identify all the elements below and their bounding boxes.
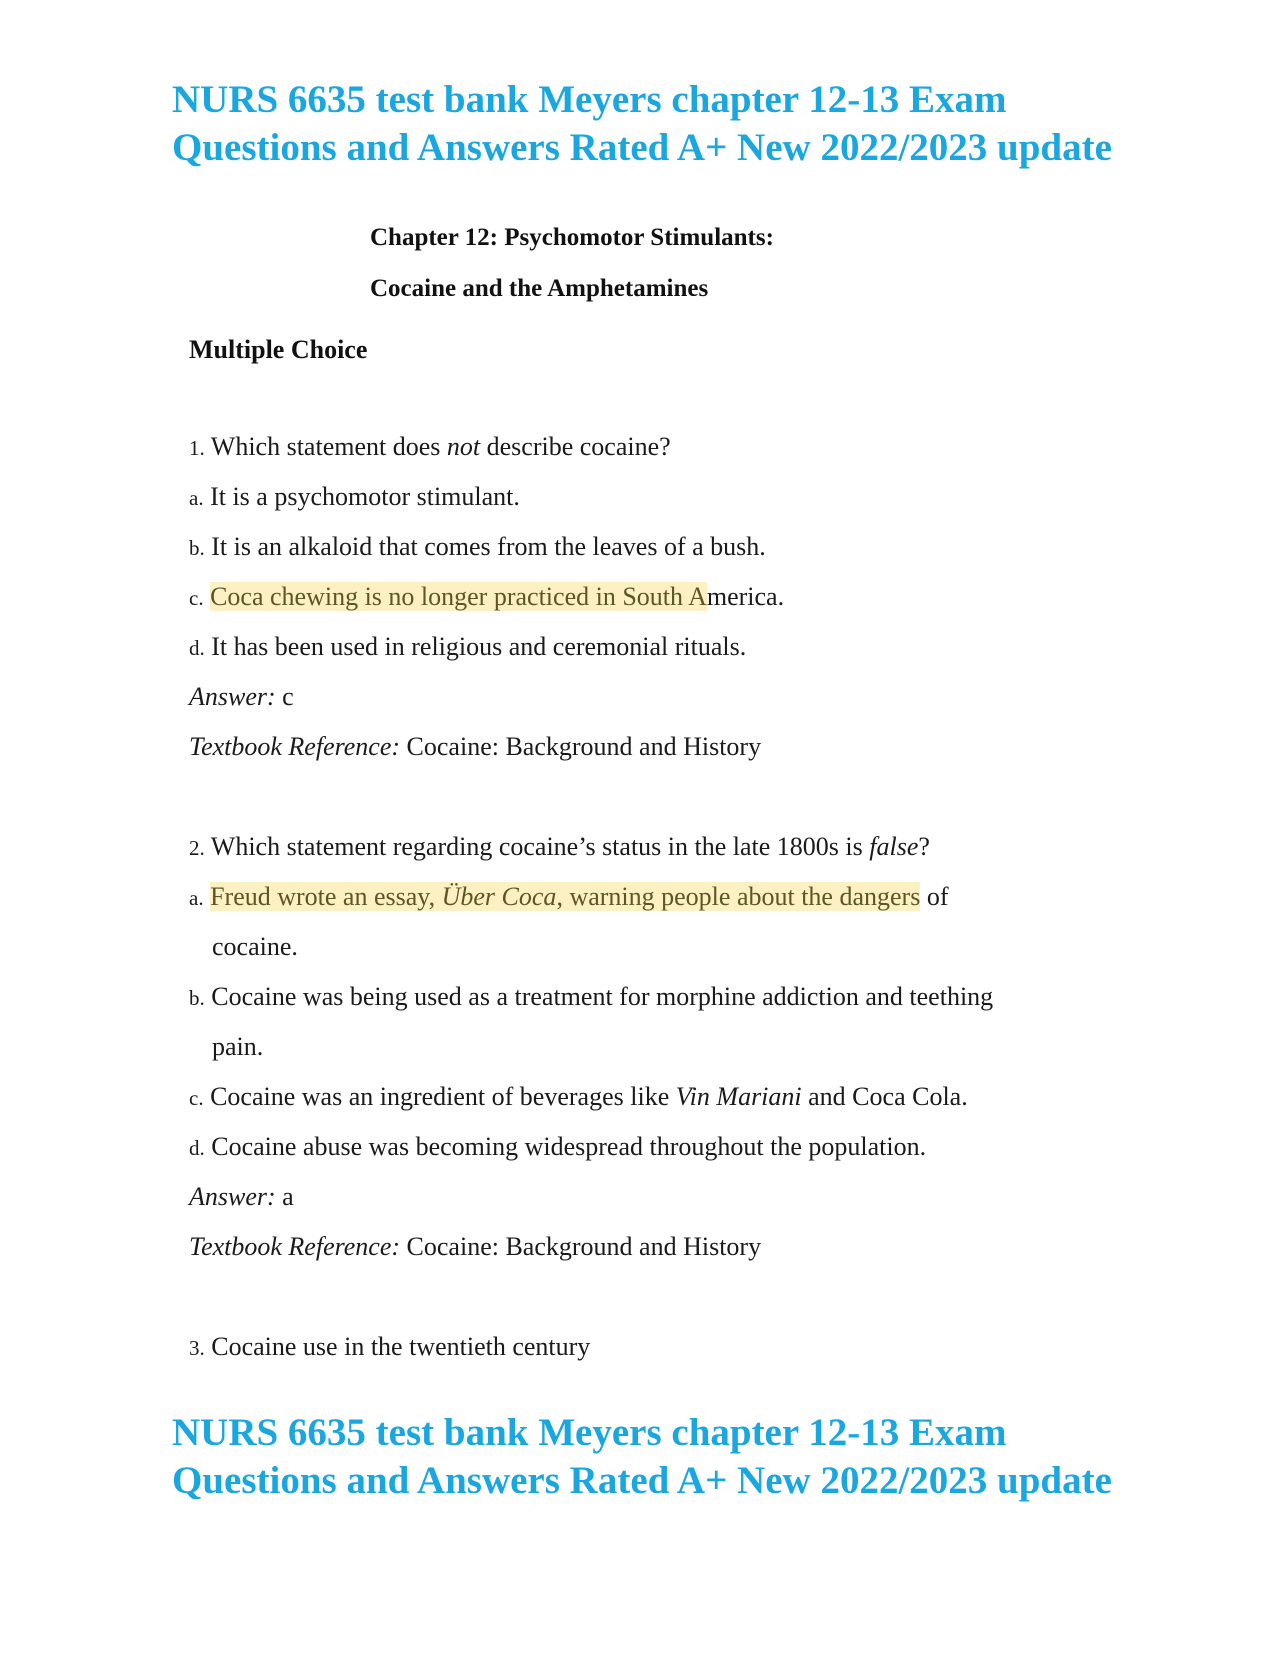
question-text: ?	[918, 832, 930, 861]
question-number: 3.	[189, 1336, 205, 1360]
question-text: describe cocaine?	[480, 432, 671, 461]
option-marker: c.	[189, 586, 204, 610]
question-2-stem	[189, 830, 930, 865]
document-title: NURS 6635 test bank Meyers chapter 12-13 Exam Questions and Answers Rated A+ New 2022/2023 update	[172, 78, 1112, 169]
emphasis: Über Coca	[441, 882, 557, 911]
option-marker: d.	[189, 1136, 205, 1160]
answer-label: Answer:	[189, 1182, 276, 1211]
question-2-option-c	[189, 1080, 968, 1115]
option-marker: c.	[189, 1086, 204, 1110]
question-1-option-c	[189, 580, 784, 615]
question-1-answer	[189, 680, 294, 714]
option-text: of	[920, 882, 949, 911]
question-2-reference	[189, 1230, 761, 1264]
question-2-option-b	[189, 980, 993, 1015]
question-1-stem	[189, 430, 671, 465]
question-number: 2.	[189, 836, 205, 860]
option-text: Cocaine abuse was becoming widespread throughout the population.	[211, 1132, 927, 1161]
chapter-title: Chapter 12: Psychomotor Stimulants:	[370, 224, 774, 251]
option-text: and Coca Cola.	[801, 1082, 968, 1111]
question-1-option-b	[189, 530, 766, 565]
question-1-option-a	[189, 480, 520, 515]
option-marker: a.	[189, 486, 204, 510]
question-2-answer	[189, 1180, 294, 1214]
option-marker: d.	[189, 636, 205, 660]
question-number: 1.	[189, 436, 205, 460]
highlighted-text-part: , warning people about the dangers	[556, 882, 921, 911]
option-marker: b.	[189, 536, 205, 560]
reference-label: Textbook Reference:	[189, 732, 401, 761]
reference-value: Cocaine: Background and History	[406, 1232, 762, 1261]
emphasis: Vin Mariani	[675, 1082, 802, 1111]
answer-value: a	[282, 1182, 294, 1211]
reference-value: Cocaine: Background and History	[406, 732, 762, 761]
option-marker: a.	[189, 886, 204, 910]
highlighted-text	[210, 882, 920, 911]
option-text: Cocaine was being used as a treatment for morphine addiction and teething	[211, 982, 994, 1011]
document-title-repeat: NURS 6635 test bank Meyers chapter 12-13 Exam Questions and Answers Rated A+ New 2022/2023 update	[172, 1411, 1112, 1502]
option-text: It has been used in religious and ceremonial rituals.	[211, 632, 747, 661]
question-text: Which statement regarding cocaine’s status in the late 1800s is	[210, 832, 870, 861]
question-2-option-a-continuation: cocaine.	[212, 932, 298, 961]
chapter-subtitle: Cocaine and the Amphetamines	[370, 275, 709, 302]
option-text: Cocaine was an ingredient of beverages like	[210, 1082, 676, 1111]
answer-label: Answer:	[189, 682, 276, 711]
highlighted-text-part: Freud wrote an essay,	[210, 882, 442, 911]
question-text: Which statement does	[210, 432, 447, 461]
reference-label: Textbook Reference:	[189, 1232, 401, 1261]
answer-value: c	[282, 682, 294, 711]
option-text: merica.	[706, 582, 785, 611]
question-2-option-a	[189, 880, 949, 915]
question-1-reference	[189, 730, 761, 764]
question-2-option-d	[189, 1130, 926, 1165]
option-text: It is an alkaloid that comes from the leaves of a bush.	[211, 532, 766, 561]
question-1-option-d	[189, 630, 746, 665]
option-text: It is a psychomotor stimulant.	[210, 482, 520, 511]
highlighted-text: Coca chewing is no longer practiced in South A	[210, 582, 707, 611]
question-text: Cocaine use in the twentieth century	[211, 1332, 591, 1361]
question-2-option-b-continuation: pain.	[212, 1032, 264, 1061]
option-marker: b.	[189, 986, 205, 1010]
emphasis: not	[446, 432, 481, 461]
emphasis: false	[869, 832, 919, 861]
question-3-stem	[189, 1330, 590, 1365]
section-heading: Multiple Choice	[189, 335, 368, 364]
